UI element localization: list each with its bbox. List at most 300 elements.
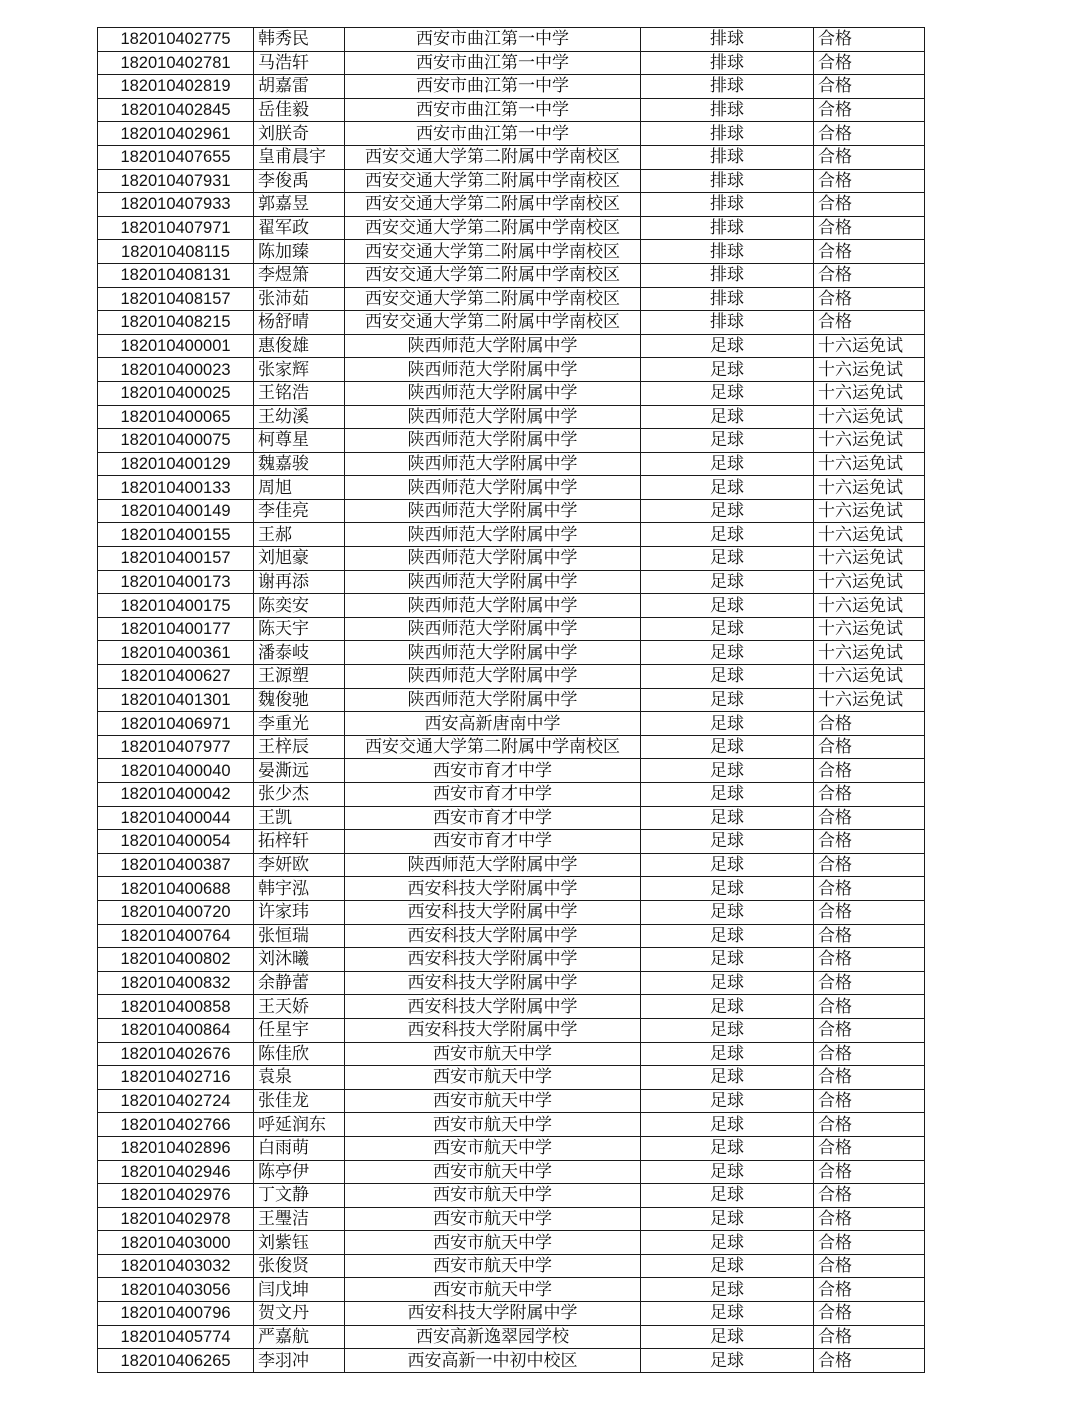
exam-number-cell: 182010400858: [98, 995, 254, 1019]
result-cell: 合格: [814, 948, 925, 972]
school-cell: 西安交通大学第二附属中学南校区: [345, 240, 641, 264]
school-cell: 西安市航天中学: [345, 1042, 641, 1066]
exam-number-cell: 182010402766: [98, 1113, 254, 1137]
result-cell: 合格: [814, 877, 925, 901]
result-cell: 合格: [814, 169, 925, 193]
school-cell: 陕西师范大学附属中学: [345, 853, 641, 877]
table-row: [98, 971, 925, 995]
student-name-cell: 李妍欧: [254, 853, 345, 877]
table-row: [98, 452, 925, 476]
sport-cell: 足球: [641, 853, 814, 877]
result-cell: 合格: [814, 806, 925, 830]
exam-number-cell: 182010408115: [98, 240, 254, 264]
sport-cell: 足球: [641, 1184, 814, 1208]
school-cell: 西安市航天中学: [345, 1231, 641, 1255]
student-name-cell: 陈加臻: [254, 240, 345, 264]
school-cell: 西安交通大学第二附属中学南校区: [345, 193, 641, 217]
exam-number-cell: 182010402961: [98, 122, 254, 146]
table-row: [98, 688, 925, 712]
table-row: [98, 51, 925, 75]
table-row: [98, 995, 925, 1019]
result-cell: 合格: [814, 240, 925, 264]
school-cell: 陕西师范大学附属中学: [345, 665, 641, 689]
sport-cell: 排球: [641, 145, 814, 169]
result-cell: 合格: [814, 783, 925, 807]
student-name-cell: 张家辉: [254, 358, 345, 382]
exam-number-cell: 182010400155: [98, 523, 254, 547]
exam-number-cell: 182010400387: [98, 853, 254, 877]
exam-number-cell: 182010400796: [98, 1302, 254, 1326]
student-name-cell: 刘紫钰: [254, 1231, 345, 1255]
result-cell: 合格: [814, 1231, 925, 1255]
student-name-cell: 王天娇: [254, 995, 345, 1019]
school-cell: 西安市航天中学: [345, 1207, 641, 1231]
student-name-cell: 韩秀民: [254, 28, 345, 52]
table-row: [98, 641, 925, 665]
sport-cell: 排球: [641, 28, 814, 52]
student-name-cell: 袁泉: [254, 1066, 345, 1090]
table-row: [98, 311, 925, 335]
student-name-cell: 陈奕安: [254, 594, 345, 618]
result-cell: 合格: [814, 1349, 925, 1373]
school-cell: 陕西师范大学附属中学: [345, 405, 641, 429]
student-name-cell: 王凯: [254, 806, 345, 830]
student-name-cell: 刘旭豪: [254, 547, 345, 571]
school-cell: 陕西师范大学附属中学: [345, 476, 641, 500]
exam-number-cell: 182010400832: [98, 971, 254, 995]
exam-number-cell: 182010400023: [98, 358, 254, 382]
exam-number-cell: 182010400175: [98, 594, 254, 618]
result-cell: 合格: [814, 1089, 925, 1113]
school-cell: 西安科技大学附属中学: [345, 1018, 641, 1042]
school-cell: 西安交通大学第二附属中学南校区: [345, 311, 641, 335]
sport-cell: 排球: [641, 240, 814, 264]
sport-cell: 足球: [641, 358, 814, 382]
exam-number-cell: 182010400025: [98, 381, 254, 405]
exam-number-cell: 182010402976: [98, 1184, 254, 1208]
school-cell: 西安科技大学附属中学: [345, 1302, 641, 1326]
result-cell: 十六运免试: [814, 476, 925, 500]
student-name-cell: 李煜箫: [254, 263, 345, 287]
sport-cell: 足球: [641, 547, 814, 571]
exam-number-cell: 182010400157: [98, 547, 254, 571]
school-cell: 陕西师范大学附属中学: [345, 547, 641, 571]
school-cell: 西安市曲江第一中学: [345, 75, 641, 99]
sport-cell: 足球: [641, 1325, 814, 1349]
table-row: [98, 122, 925, 146]
sport-cell: 排球: [641, 287, 814, 311]
sport-cell: 足球: [641, 1066, 814, 1090]
table-row: [98, 287, 925, 311]
table-row: [98, 665, 925, 689]
sport-cell: 足球: [641, 1231, 814, 1255]
school-cell: 陕西师范大学附属中学: [345, 429, 641, 453]
result-cell: 十六运免试: [814, 405, 925, 429]
table-row: [98, 1207, 925, 1231]
table-row: [98, 1113, 925, 1137]
exam-number-cell: 182010402781: [98, 51, 254, 75]
result-cell: 十六运免试: [814, 358, 925, 382]
school-cell: 西安高新逸翠园学校: [345, 1325, 641, 1349]
table-row: [98, 263, 925, 287]
result-cell: 合格: [814, 311, 925, 335]
exam-number-cell: 182010400065: [98, 405, 254, 429]
school-cell: 陕西师范大学附属中学: [345, 499, 641, 523]
school-cell: 陕西师范大学附属中学: [345, 688, 641, 712]
exam-number-cell: 182010400075: [98, 429, 254, 453]
exam-number-cell: 182010401301: [98, 688, 254, 712]
result-cell: 十六运免试: [814, 594, 925, 618]
sport-cell: 足球: [641, 1278, 814, 1302]
table-row: [98, 1066, 925, 1090]
table-row: [98, 523, 925, 547]
sport-cell: 足球: [641, 735, 814, 759]
result-cell: 十六运免试: [814, 570, 925, 594]
student-name-cell: 白雨萌: [254, 1136, 345, 1160]
sport-cell: 足球: [641, 405, 814, 429]
school-cell: 西安科技大学附属中学: [345, 971, 641, 995]
result-cell: 合格: [814, 924, 925, 948]
school-cell: 西安市育才中学: [345, 783, 641, 807]
table-row: [98, 1018, 925, 1042]
school-cell: 西安交通大学第二附属中学南校区: [345, 735, 641, 759]
result-cell: 十六运免试: [814, 381, 925, 405]
table-row: [98, 499, 925, 523]
school-cell: 西安科技大学附属中学: [345, 995, 641, 1019]
school-cell: 西安市育才中学: [345, 830, 641, 854]
sport-cell: 足球: [641, 712, 814, 736]
result-cell: 合格: [814, 1184, 925, 1208]
table-row: [98, 28, 925, 52]
school-cell: 陕西师范大学附属中学: [345, 570, 641, 594]
sport-cell: 足球: [641, 995, 814, 1019]
student-name-cell: 柯尊星: [254, 429, 345, 453]
exam-number-cell: 182010402775: [98, 28, 254, 52]
student-name-cell: 王源塑: [254, 665, 345, 689]
school-cell: 西安交通大学第二附属中学南校区: [345, 263, 641, 287]
student-name-cell: 翟军政: [254, 216, 345, 240]
student-name-cell: 王铭浩: [254, 381, 345, 405]
sport-cell: 足球: [641, 924, 814, 948]
result-cell: 合格: [814, 263, 925, 287]
sport-cell: 足球: [641, 971, 814, 995]
exam-number-cell: 182010407971: [98, 216, 254, 240]
sport-cell: 足球: [641, 1349, 814, 1373]
result-cell: 十六运免试: [814, 547, 925, 571]
exam-number-cell: 182010400133: [98, 476, 254, 500]
student-name-cell: 张恒瑞: [254, 924, 345, 948]
sport-cell: 足球: [641, 1089, 814, 1113]
sport-cell: 足球: [641, 523, 814, 547]
student-name-cell: 郭嘉昱: [254, 193, 345, 217]
result-cell: 十六运免试: [814, 617, 925, 641]
student-name-cell: 李佳亮: [254, 499, 345, 523]
table-row: [98, 1278, 925, 1302]
sport-cell: 足球: [641, 830, 814, 854]
student-name-cell: 张沛茹: [254, 287, 345, 311]
student-name-cell: 余静蕾: [254, 971, 345, 995]
student-name-cell: 拓梓轩: [254, 830, 345, 854]
exam-number-cell: 182010400042: [98, 783, 254, 807]
result-cell: 合格: [814, 287, 925, 311]
student-name-cell: 闫戊坤: [254, 1278, 345, 1302]
result-cell: 合格: [814, 1160, 925, 1184]
table-row: [98, 1160, 925, 1184]
exam-number-cell: 182010403056: [98, 1278, 254, 1302]
table-row: [98, 429, 925, 453]
table-row: [98, 1325, 925, 1349]
school-cell: 西安高新唐南中学: [345, 712, 641, 736]
student-name-cell: 严嘉航: [254, 1325, 345, 1349]
student-name-cell: 谢再添: [254, 570, 345, 594]
school-cell: 西安市航天中学: [345, 1254, 641, 1278]
table-row: [98, 1349, 925, 1373]
table-row: [98, 877, 925, 901]
table-row: [98, 334, 925, 358]
school-cell: 陕西师范大学附属中学: [345, 617, 641, 641]
school-cell: 西安市曲江第一中学: [345, 122, 641, 146]
result-cell: 合格: [814, 145, 925, 169]
result-cell: 十六运免试: [814, 665, 925, 689]
sport-cell: 足球: [641, 1113, 814, 1137]
sport-cell: 排球: [641, 98, 814, 122]
result-cell: 合格: [814, 900, 925, 924]
result-cell: 十六运免试: [814, 641, 925, 665]
result-cell: 十六运免试: [814, 429, 925, 453]
result-cell: 合格: [814, 1302, 925, 1326]
school-cell: 西安交通大学第二附属中学南校区: [345, 216, 641, 240]
table-row: [98, 948, 925, 972]
sport-cell: 排球: [641, 193, 814, 217]
result-cell: 合格: [814, 28, 925, 52]
results-table: [97, 27, 925, 1373]
student-name-cell: 岳佳毅: [254, 98, 345, 122]
table-row: [98, 1089, 925, 1113]
exam-number-cell: 182010400040: [98, 759, 254, 783]
table-row: [98, 98, 925, 122]
sport-cell: 足球: [641, 334, 814, 358]
exam-number-cell: 182010403000: [98, 1231, 254, 1255]
result-cell: 合格: [814, 1254, 925, 1278]
sport-cell: 排球: [641, 263, 814, 287]
table-row: [98, 145, 925, 169]
result-cell: 合格: [814, 51, 925, 75]
school-cell: 西安市育才中学: [345, 759, 641, 783]
table-row: [98, 1136, 925, 1160]
sport-cell: 足球: [641, 594, 814, 618]
table-row: [98, 405, 925, 429]
student-name-cell: 陈佳欣: [254, 1042, 345, 1066]
student-name-cell: 李俊禹: [254, 169, 345, 193]
result-cell: 合格: [814, 1113, 925, 1137]
exam-number-cell: 182010408215: [98, 311, 254, 335]
school-cell: 陕西师范大学附属中学: [345, 358, 641, 382]
student-name-cell: 呼延润东: [254, 1113, 345, 1137]
student-name-cell: 李羽冲: [254, 1349, 345, 1373]
student-name-cell: 张佳龙: [254, 1089, 345, 1113]
sport-cell: 足球: [641, 900, 814, 924]
result-cell: 十六运免试: [814, 688, 925, 712]
sport-cell: 足球: [641, 476, 814, 500]
sport-cell: 排球: [641, 216, 814, 240]
school-cell: 西安市航天中学: [345, 1184, 641, 1208]
table-row: [98, 712, 925, 736]
table-row: [98, 783, 925, 807]
sport-cell: 足球: [641, 806, 814, 830]
exam-number-cell: 182010408157: [98, 287, 254, 311]
sport-cell: 足球: [641, 877, 814, 901]
result-cell: 十六运免试: [814, 452, 925, 476]
table-row: [98, 381, 925, 405]
exam-number-cell: 182010402819: [98, 75, 254, 99]
exam-number-cell: 182010402978: [98, 1207, 254, 1231]
student-name-cell: 许家玮: [254, 900, 345, 924]
exam-number-cell: 182010405774: [98, 1325, 254, 1349]
sport-cell: 足球: [641, 1160, 814, 1184]
sport-cell: 足球: [641, 452, 814, 476]
result-cell: 合格: [814, 735, 925, 759]
table-row: [98, 1302, 925, 1326]
school-cell: 西安市曲江第一中学: [345, 51, 641, 75]
student-name-cell: 刘沐曦: [254, 948, 345, 972]
student-name-cell: 王幼溪: [254, 405, 345, 429]
result-cell: 合格: [814, 122, 925, 146]
student-name-cell: 魏嘉骏: [254, 452, 345, 476]
exam-number-cell: 182010407933: [98, 193, 254, 217]
exam-number-cell: 182010400688: [98, 877, 254, 901]
result-cell: 合格: [814, 1136, 925, 1160]
exam-number-cell: 182010400044: [98, 806, 254, 830]
result-cell: 合格: [814, 759, 925, 783]
student-name-cell: 贺文丹: [254, 1302, 345, 1326]
exam-number-cell: 182010400054: [98, 830, 254, 854]
table-row: [98, 240, 925, 264]
table-row: [98, 1231, 925, 1255]
results-table-body: [98, 28, 925, 1373]
exam-number-cell: 182010400802: [98, 948, 254, 972]
exam-number-cell: 182010400361: [98, 641, 254, 665]
exam-number-cell: 182010402716: [98, 1066, 254, 1090]
school-cell: 西安市曲江第一中学: [345, 98, 641, 122]
student-name-cell: 刘朕奇: [254, 122, 345, 146]
sport-cell: 足球: [641, 688, 814, 712]
exam-number-cell: 182010400627: [98, 665, 254, 689]
school-cell: 西安高新一中初中校区: [345, 1349, 641, 1373]
school-cell: 陕西师范大学附属中学: [345, 523, 641, 547]
result-cell: 合格: [814, 712, 925, 736]
exam-number-cell: 182010402676: [98, 1042, 254, 1066]
sport-cell: 足球: [641, 1018, 814, 1042]
school-cell: 西安科技大学附属中学: [345, 877, 641, 901]
table-row: [98, 853, 925, 877]
result-cell: 合格: [814, 216, 925, 240]
student-name-cell: 李重光: [254, 712, 345, 736]
school-cell: 陕西师范大学附属中学: [345, 334, 641, 358]
sport-cell: 排球: [641, 51, 814, 75]
exam-number-cell: 182010400173: [98, 570, 254, 594]
student-name-cell: 王郝: [254, 523, 345, 547]
result-cell: 合格: [814, 1066, 925, 1090]
result-cell: 合格: [814, 1018, 925, 1042]
exam-number-cell: 182010402946: [98, 1160, 254, 1184]
student-name-cell: 潘泰岐: [254, 641, 345, 665]
table-row: [98, 594, 925, 618]
school-cell: 陕西师范大学附属中学: [345, 452, 641, 476]
school-cell: 西安市航天中学: [345, 1113, 641, 1137]
table-row: [98, 1042, 925, 1066]
sport-cell: 足球: [641, 1254, 814, 1278]
result-cell: 合格: [814, 1278, 925, 1302]
result-cell: 合格: [814, 971, 925, 995]
student-name-cell: 周旭: [254, 476, 345, 500]
result-cell: 十六运免试: [814, 523, 925, 547]
school-cell: 西安科技大学附属中学: [345, 948, 641, 972]
school-cell: 西安交通大学第二附属中学南校区: [345, 169, 641, 193]
student-name-cell: 杨舒晴: [254, 311, 345, 335]
result-cell: 十六运免试: [814, 499, 925, 523]
sport-cell: 足球: [641, 783, 814, 807]
sport-cell: 排球: [641, 122, 814, 146]
exam-number-cell: 182010400764: [98, 924, 254, 948]
student-name-cell: 魏俊驰: [254, 688, 345, 712]
student-name-cell: 胡嘉雷: [254, 75, 345, 99]
table-row: [98, 617, 925, 641]
table-row: [98, 169, 925, 193]
school-cell: 西安科技大学附属中学: [345, 924, 641, 948]
student-name-cell: 皇甫晨宇: [254, 145, 345, 169]
sport-cell: 足球: [641, 1136, 814, 1160]
exam-number-cell: 182010400001: [98, 334, 254, 358]
table-row: [98, 476, 925, 500]
school-cell: 西安交通大学第二附属中学南校区: [345, 145, 641, 169]
result-cell: 合格: [814, 1325, 925, 1349]
exam-number-cell: 182010402845: [98, 98, 254, 122]
student-name-cell: 丁文静: [254, 1184, 345, 1208]
exam-number-cell: 182010407977: [98, 735, 254, 759]
result-cell: 合格: [814, 1042, 925, 1066]
student-name-cell: 马浩轩: [254, 51, 345, 75]
school-cell: 陕西师范大学附属中学: [345, 381, 641, 405]
school-cell: 西安市航天中学: [345, 1160, 641, 1184]
exam-number-cell: 182010400177: [98, 617, 254, 641]
table-row: [98, 735, 925, 759]
exam-number-cell: 182010400129: [98, 452, 254, 476]
student-name-cell: 王璺洁: [254, 1207, 345, 1231]
sport-cell: 足球: [641, 381, 814, 405]
sport-cell: 足球: [641, 617, 814, 641]
school-cell: 陕西师范大学附属中学: [345, 594, 641, 618]
table-row: [98, 75, 925, 99]
school-cell: 西安交通大学第二附属中学南校区: [345, 287, 641, 311]
exam-number-cell: 182010403032: [98, 1254, 254, 1278]
result-cell: 合格: [814, 98, 925, 122]
school-cell: 西安市航天中学: [345, 1278, 641, 1302]
exam-number-cell: 182010407655: [98, 145, 254, 169]
student-name-cell: 张少杰: [254, 783, 345, 807]
result-cell: 合格: [814, 995, 925, 1019]
school-cell: 西安市航天中学: [345, 1066, 641, 1090]
exam-number-cell: 182010402724: [98, 1089, 254, 1113]
table-row: [98, 193, 925, 217]
result-cell: 合格: [814, 1207, 925, 1231]
result-cell: 合格: [814, 853, 925, 877]
exam-number-cell: 182010406971: [98, 712, 254, 736]
exam-number-cell: 182010408131: [98, 263, 254, 287]
exam-number-cell: 182010400720: [98, 900, 254, 924]
result-cell: 十六运免试: [814, 334, 925, 358]
exam-number-cell: 182010402896: [98, 1136, 254, 1160]
school-cell: 西安市航天中学: [345, 1089, 641, 1113]
